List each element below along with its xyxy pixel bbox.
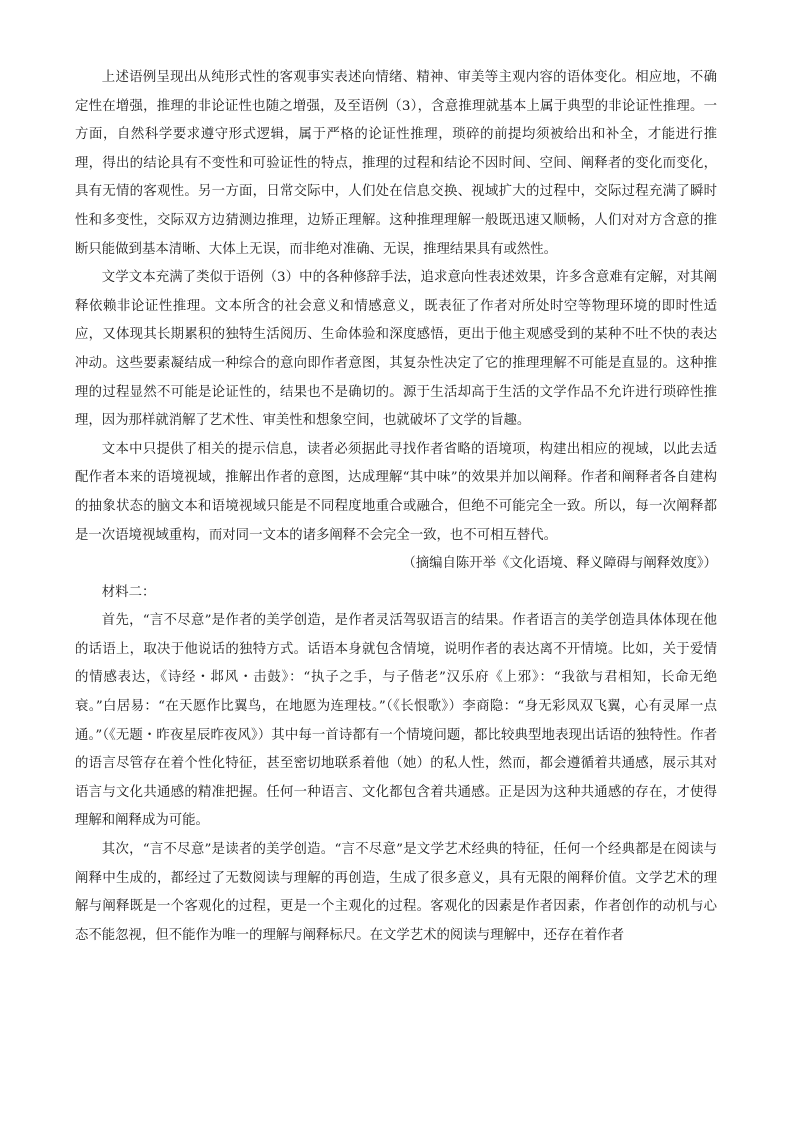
paragraph: 上述语例呈现出从纯形式性的客观事实表述向情绪、精神、审美等主观内容的语体变化。相应地，不确定性在增强，推理的非论证性也随之增强，及至语例（3），含意推理就基本上属于典型的非论证性推理。一方面，自然科学要求遵守形式逻辑，属于严格的论证性推理，琐碎的前提均须被给出和补全，才能进行推理，得出的结论具有不变性和可验证性的特点，推理的过程和结论不因时间、空间、阐释者的变化而变化，具有无情的客观性。另一方面，日常交际中，人们处在信息交换、视域扩大的过程中，交际过程充满了瞬时性和多变性，交际双方边猜测边推理，边矫正理解。这种推理理解一般既迅速又顺畅，人们对对方含意的推断只能做到基本清晰、大体上无误，而非绝对准确、无误，推理结果具有或然性。 <box>75 70 717 257</box>
material-label: 材料二： <box>101 584 156 600</box>
paragraph: 其次，“言不尽意”是读者的美学创造。“言不尽意”是文学艺术经典的特征，任何一个经典都是在阅读与阐释中生成的，都经过了无数阅读与理解的再创造，生成了很多意义，具有无限的阐释价值。文学艺术的理解与阐释既是一个客观化的过程，更是一个主观化的过程。客观化的因素是作者因素，作者创作的动机与心态不能忽视，但不能作为唯一的理解与阐释标尺。在文学艺术的阅读与理解中，还存在着作者 <box>75 842 717 943</box>
document-body <box>75 64 717 950</box>
paragraph: 文学文本充满了类似于语例（3）中的各种修辞手法，追求意向性表述效果，许多含意难有定解，对其阐释依赖非论证性推理。文本所含的社会意义和情感意义，既表征了作者对所处时空等物理环境的即时性适应，又体现其长期累积的独特生活阅历、生命体验和深度感悟，更出于他主观感受到的某种不吐不快的表达冲动。这些要素凝结成一种综合的意向即作者意图，其复杂性决定了它的推理理解不可能是直显的。这种推理的过程显然不可能是论证性的，结果也不是确切的。源于生活却高于生活的文学作品不允许进行琐碎性推理，因为那样就消解了艺术性、审美性和想象空间，也就破坏了文学的旨趣。 <box>75 270 717 429</box>
source-citation: （摘编自陈开举《文化语境、释义障碍与阐释效度》） <box>402 556 717 572</box>
paragraph: 首先，“言不尽意”是作者的美学创造，是作者灵活驾驭语言的结果。作者语言的美学创造具体体现在他的话语上，取决于他说话的独特方式。话语本身就包含情境，说明作者的表达离不开情境。比如，关于爱情的情感表达，《诗经・邶风・击鼓》：“执子之手，与子偕老”汉乐府《上邪》：“我欲与君相知，长命无绝衰。”白居易：“在天愿作比翼鸟，在地愿为连理枝。”（《长恨歌》）李商隐：“身无彩凤双飞翼，心有灵犀一点通。”（《无题・昨夜星辰昨夜风》）其中每一首诗都有一个情境问题，都比较典型地表现出话语的独特性。作者的语言尽管存在着个性化特征，甚至密切地联系着他（她）的私人性，然而，都会遵循着共通感，展示其对语言与文化共通感的精准把握。任何一种语言、文化都包含着共通感。正是因为这种共通感的存在，才使得理解和阐释成为可能。 <box>75 613 717 829</box>
paragraph: 文本中只提供了相关的提示信息，读者必须据此寻找作者省略的语境项，构建出相应的视域，以此去适配作者本来的语境视域，推解出作者的意图，达成理解“其中味”的效果并加以阐释。作者和阐释者各自建构的抽象状态的脑文本和语境视域只能是不同程度地重合或融合，但绝不可能完全一致。所以，每一次阐释都是一次语境视域重构，而对同一文本的诸多阐释不会完全一致，也不可相互替代。 <box>75 441 717 543</box>
